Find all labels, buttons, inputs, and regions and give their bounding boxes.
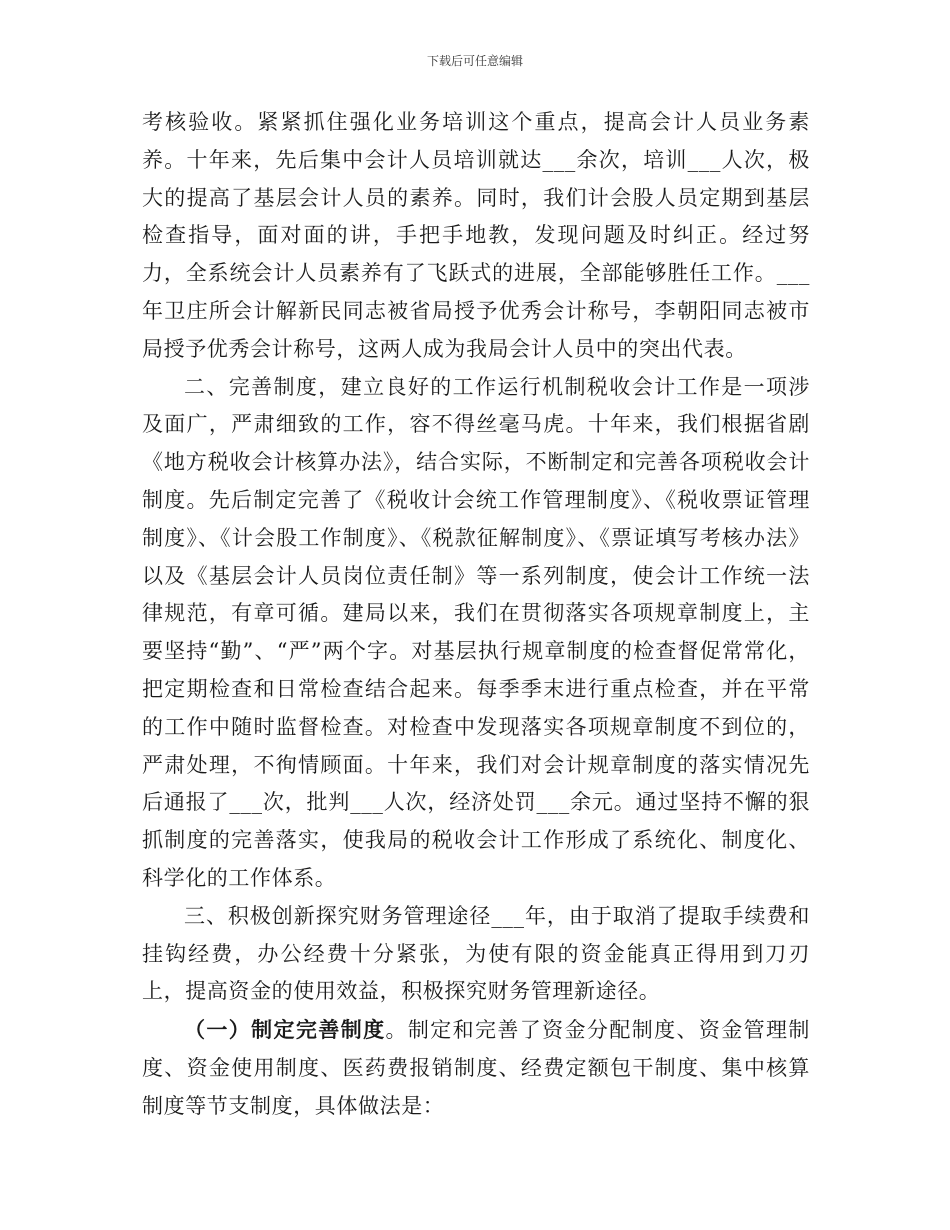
paragraph-2: 二、完善制度，建立良好的工作运行机制税收会计工作是一项涉及面广，严肃细致的工作，容不得丝毫马虎。十年来，我们根据省剧《地方税收会计核算办法》，结合实际，不断制定和完善各项税收会计制度。先后制定完善了《税收计会统工作管理制度》、《税收票证管理制度》、《计会股工作制度》、《税款征解制度》、《票证填写考核办法》以及《基层会计人员岗位责任制》等一系列制度，使会计工作统一法律规范，有章可循。建局以来，我们在贯彻落实各项规章制度上，主要坚持“勤”、“严”两个字。对基层执行规章制度的检查督促常常化，把定期检查和日常检查结合起来。每季季末进行重点检查，并在平常的工作中随时监督检查。对检查中发现落实各项规章制度不到位的，严肃处理，不徇情顾面。十年来，我们对会计规章制度的落实情况先后通报了___次，批判___人次，经济处罚___余元。通过坚持不懈的狠抓制度的完善落实，使我局的税收会计工作形成了系统化、制度化、科学化的工作体系。 — [142, 374, 810, 890]
paragraph-4 — [142, 1011, 810, 1125]
paragraph-1: 考核验收。紧紧抓住强化业务培训这个重点，提高会计人员业务素养。十年来，先后集中会计人员培训就达___余次，培训___人次，极大的提高了基层会计人员的素养。同时，我们计会股人员定期到基层检查指导，面对面的讲，手把手地教，发现问题及时纠正。经过努力，全系统会计人员素养有了飞跃式的进展，全部能够胜任工作。___年卫庄所会计解新民同志被省局授予优秀会计称号，李朝阳同志被市局授予优秀会计称号，这两人成为我局会计人员中的突出代表。 — [142, 110, 810, 361]
document-body — [142, 104, 810, 1126]
paragraph-3: 三、积极创新探究财务管理途径___年，由于取消了提取手续费和挂钩经费，办公经费十分紧张，为使有限的资金能真正得用到刀刃上，提高资金的使用效益，积极探究财务管理新途径。 — [142, 903, 810, 1004]
subheading-lead: （一）制定完善制度 — [184, 1017, 386, 1043]
paragraph-4-text: 。制定和完善了资金分配制度、资金管理制度、资金使用制度、医药费报销制度、经费定额包干制度、集中核算制度等节支制度，具体做法是： — [142, 1018, 810, 1118]
header-note: 下载后可任意编辑 — [426, 54, 523, 68]
